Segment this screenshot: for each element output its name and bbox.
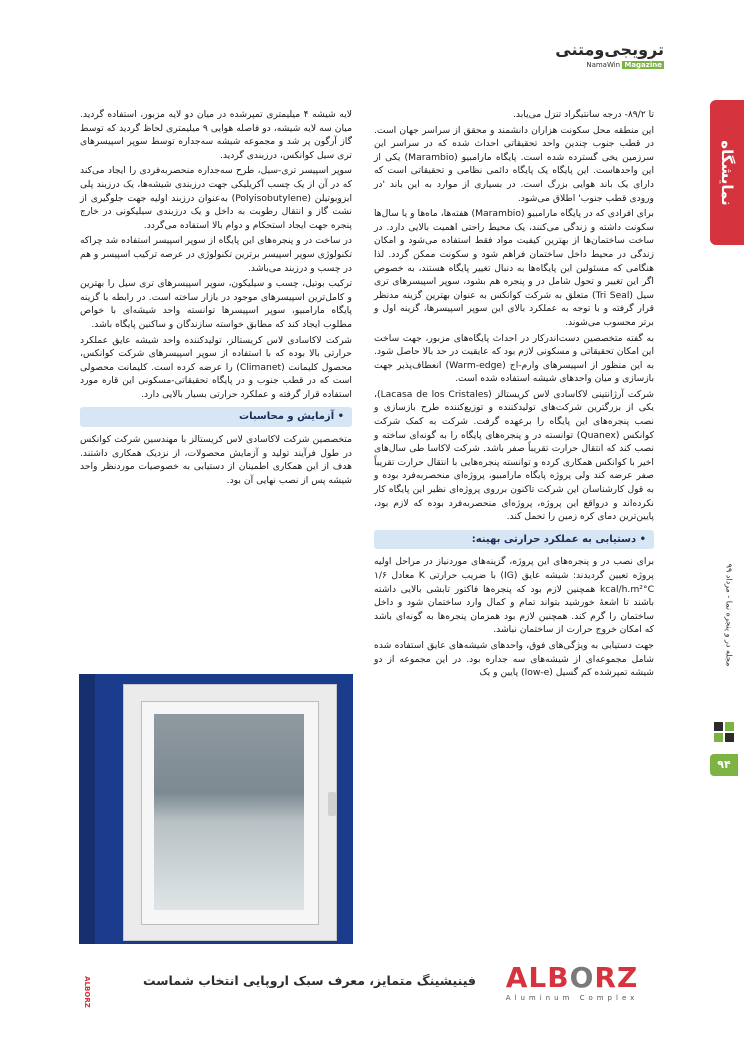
section-tab-label: نمایشگاه xyxy=(718,139,736,206)
magazine-logo xyxy=(555,40,664,90)
paragraph: جهت دستیابی به ویژگی‌های فوق، واحدهای شیشه‌های عایق استفاده شده شامل مجموعه‌ای از شیشه‌های سه جداره بود. در این مجموعه از دو شیشه تمپرشده کم گسیل (low-e) پایین و یک xyxy=(374,639,654,679)
window-handle xyxy=(328,792,336,816)
side-caption xyxy=(719,520,739,710)
paragraph: شرکت آرژانتینی لاکاسادی لاس کریستالز (Lacasa de los Cristales)، یکی از بزرگترین شرکت‌های تولیدکننده و توزیع‌کننده طرح بازسازی و نصب پنجره‌های این پایگاه را برعهده گرفت. شرکت به کمک شرکت کوانکس (Quanex) توانسته در و پنجره‌های پایگاه را به گونه‌ای ساخته و نصب کند که انتقال حرارت تقریباً صفر باشد. شرکت لاکاسا طی سال‌های اخیر با کوانکس همکاری کرده و توانسته پنجره‌هایی با انتقال حرارت تقریباً صفر عرضه کند ولی پروژه پایگاه مارامبیو، پروژه‌ای منحصربه‌فرد بوده و به قول کارشناسان این شرکت تاکنون برروی پروژه‌ای نظیر این پایگاه کار نکرده‌اند و درواقع این پروژه، پروژه‌ای منحصربه‌فرد بوده که لازم بود، پایین‌ترین دمای کره زمین را تحمل کند. xyxy=(374,388,654,523)
footer-slogan: فینیشینگ متمایز، معرف سبک اروپایی انتخاب شماست xyxy=(143,973,476,988)
window-photo xyxy=(79,674,353,944)
window-grid-icon xyxy=(714,722,734,748)
page-number: ۹۴ xyxy=(710,754,738,776)
section-heading: • آزمایش و محاسبات xyxy=(80,407,352,427)
side-caption-text: مجله در و پنجره نما - مرداد ۹۹ xyxy=(724,563,734,667)
logo-subtitle xyxy=(584,61,664,69)
footer-vertical-tag-text: ALBORZ xyxy=(83,976,91,1008)
logo-title: ترویجی‌ومتنی xyxy=(555,40,664,59)
paragraph: ترکیب بوتیل، چسب و سیلیکون، سوپر اسپیسرهای تری سیل را بهترین و کامل‌ترین اسپیسرهای موجود در بازار ساخته است. در رابطه با گزینه پایگاه مارامبیو، سوپر اسپیسرها توانسته واحد شیشه‌ای با خواص مطلوب ایجاد کند که مطابق خواسته سازندگان و ساکنین پایگاه باشد. xyxy=(80,278,352,330)
logo-subtitle-magazine: Magazine xyxy=(624,61,662,69)
paragraph: سوپر اسپیسر تری-سیل، طرح سه‌جداره منحصربه‌فردی را ایجاد می‌کند که در آن از یک چسب آکریلیکی جهت درزبندی شیشه‌ها، یک درزبند پلی ایزوبوتیلن (Polyisobutylene) به‌عنوان درزبند اولیه جهت جلوگیری از نشت گاز و انتقال رطوبت به داخل و یک درزبندی سیلیکونی در خارج پنجره جهت ایجاد استحکام و دوام بالا استفاده می‌گردد. xyxy=(80,165,352,231)
right-column xyxy=(374,108,654,682)
paragraph: در ساخت در و پنجره‌های این پایگاه از سوپر اسپیسر استفاده شد چراکه تکنولوژی سوپر اسپیسر برترین تکنولوژی در عرصه ترکیب اسپیسر و هم در چسب و درزبند می‌باشد. xyxy=(80,235,352,274)
footer-vertical-tag xyxy=(80,968,94,1016)
paragraph: متخصصین شرکت لاکاسادی لاس کریستالز با مهندسین شرکت کوانکس در طول فرآیند تولید و آزمایش محصولات، از نزدیک همکاری داشتند. هدف از این همکاری اطمینان از دستیابی به خصوصیات موردنظر واحد شیشه پس از نصب نهایی آن بود. xyxy=(80,434,352,486)
alborz-wordmark: ALBORZ xyxy=(505,961,639,994)
left-column xyxy=(80,108,352,489)
paragraph: این منطقه محل سکونت هزاران دانشمند و محقق از سراسر جهان است. در قطب جنوب چندین واحد تحقیقاتی احداث شده که در سراسر این سرزمین یخی گسترده شده است. پایگاه مارامبیو (Marambio) یکی از این واحدهاست. این پایگاه یک پایگاه دائمی نظامی و تحقیقاتی است که دارای یک باند هوایی بزرگ است. در بسیاری از موارد به این باند 'در ورودی قطب جنوب' اطلاق می‌شود. xyxy=(374,124,654,204)
window-glass xyxy=(154,714,304,910)
window-sash xyxy=(141,701,319,925)
paragraph: تا ۸۹/۲- درجه سانتیگراد تنزل می‌یابد. xyxy=(512,109,654,120)
paragraph: به گفته متخصصین دست‌اندرکار در احداث پایگاه‌های مزبور، جهت ساخت این امکان تحقیقاتی و مسکونی لازم بود که عایقیت در حد بالا حاصل شود. به این منظور از اسپیسرهای وارم-اج (Warm-edge) انعطاف‌پذیر جهت بازسازی و میان واحدهای شیشه استفاده شده است. xyxy=(374,332,654,385)
paragraph: برای افرادی که در پایگاه مارامبیو (Marambio) هفته‌ها، ماه‌ها و یا سال‌ها سکونت داشته و زندگی می‌کنند، یک محیط راحتی اهمیت بالایی دارد. در ساخت ساختمان‌ها از بهترین کیفیت مواد فقط استفاده می‌شود و امکان زندگی در محیط داخل ساختمان فراهم شود و سکونت ممکن گردد. لذا هنگامی که مسئولین این پایگاه‌ها به دنبال تغییر پایگاه هستند، به خصوص اگر این تغییر و تحول شامل در و پنجره هم بشود، سوپر اسپیسرهای تری سیل (Tri Seal) متعلق به شرکت کوانکس به عنوان بهترین گزینه مدنظر قرار گرفته و با توجه به عملکرد بالای این سوپر اسپیسرها، گزینه اول و برتر محسوب می‌شوند. xyxy=(374,208,654,328)
alborz-tagline: Aluminum Complex xyxy=(505,994,639,1002)
alborz-logo xyxy=(496,962,648,1006)
paragraph: شرکت لاکاسادی لاس کریستالز، تولیدکننده واحد شیشه عایق عملکرد حرارتی بالا بوده که با استفاده از سوپر اسپیسرهای شرکت کوانکس، محصول کلیمانت (Climanet) را عرضه کرده است. کلیمانت محصولی است که در قطب جنوب و در پایگاه تحقیقاتی-مسکونی این قاره مورد استفاده قرار گرفته و عملکرد حرارتی بسیار بالایی دارد. xyxy=(80,334,352,400)
window-frame xyxy=(123,684,337,941)
section-tab xyxy=(710,100,744,245)
logo-subtitle-name: NamaWin xyxy=(586,61,621,69)
section-heading: • دستیابی به عملکرد حرارتی بهینه: xyxy=(374,530,654,550)
paragraph: لایه شیشه ۴ میلیمتری تمپرشده در میان دو لایه مزبور، استفاده گردید. میان سه لایه شیشه، دو فاصله هوایی ۹ میلیمتری لحاظ گردید که توسط گاز آرگون پر شد و مجموعه شیشه سه‌جداره توسط سوپر اسپیسرهای تری سیل کوانکس، درزبندی گردید. xyxy=(80,109,353,161)
paragraph: برای نصب در و پنجره‌های این پروژه، گزینه‌های موردنیاز در مراحل اولیه پروژه تعیین گردیدند: شیشه عایق (IG) با ضریب حرارتی K معادل ۱/۶ kcal/h.m²°C همچنین لازم بود که پنجره‌ها فاکتور تابشی بالایی داشته باشند تا اشعهٔ خورشید بتواند تمام و کمال وارد ساختمان شود و داخل ساختمان را گرم کند. همچنین لازم بود همزمان پنجره‌ها به گونه‌ای باشد که امکان خروج حرارت از ساختمان نباشد. xyxy=(374,556,654,636)
photo-edge xyxy=(79,674,95,944)
